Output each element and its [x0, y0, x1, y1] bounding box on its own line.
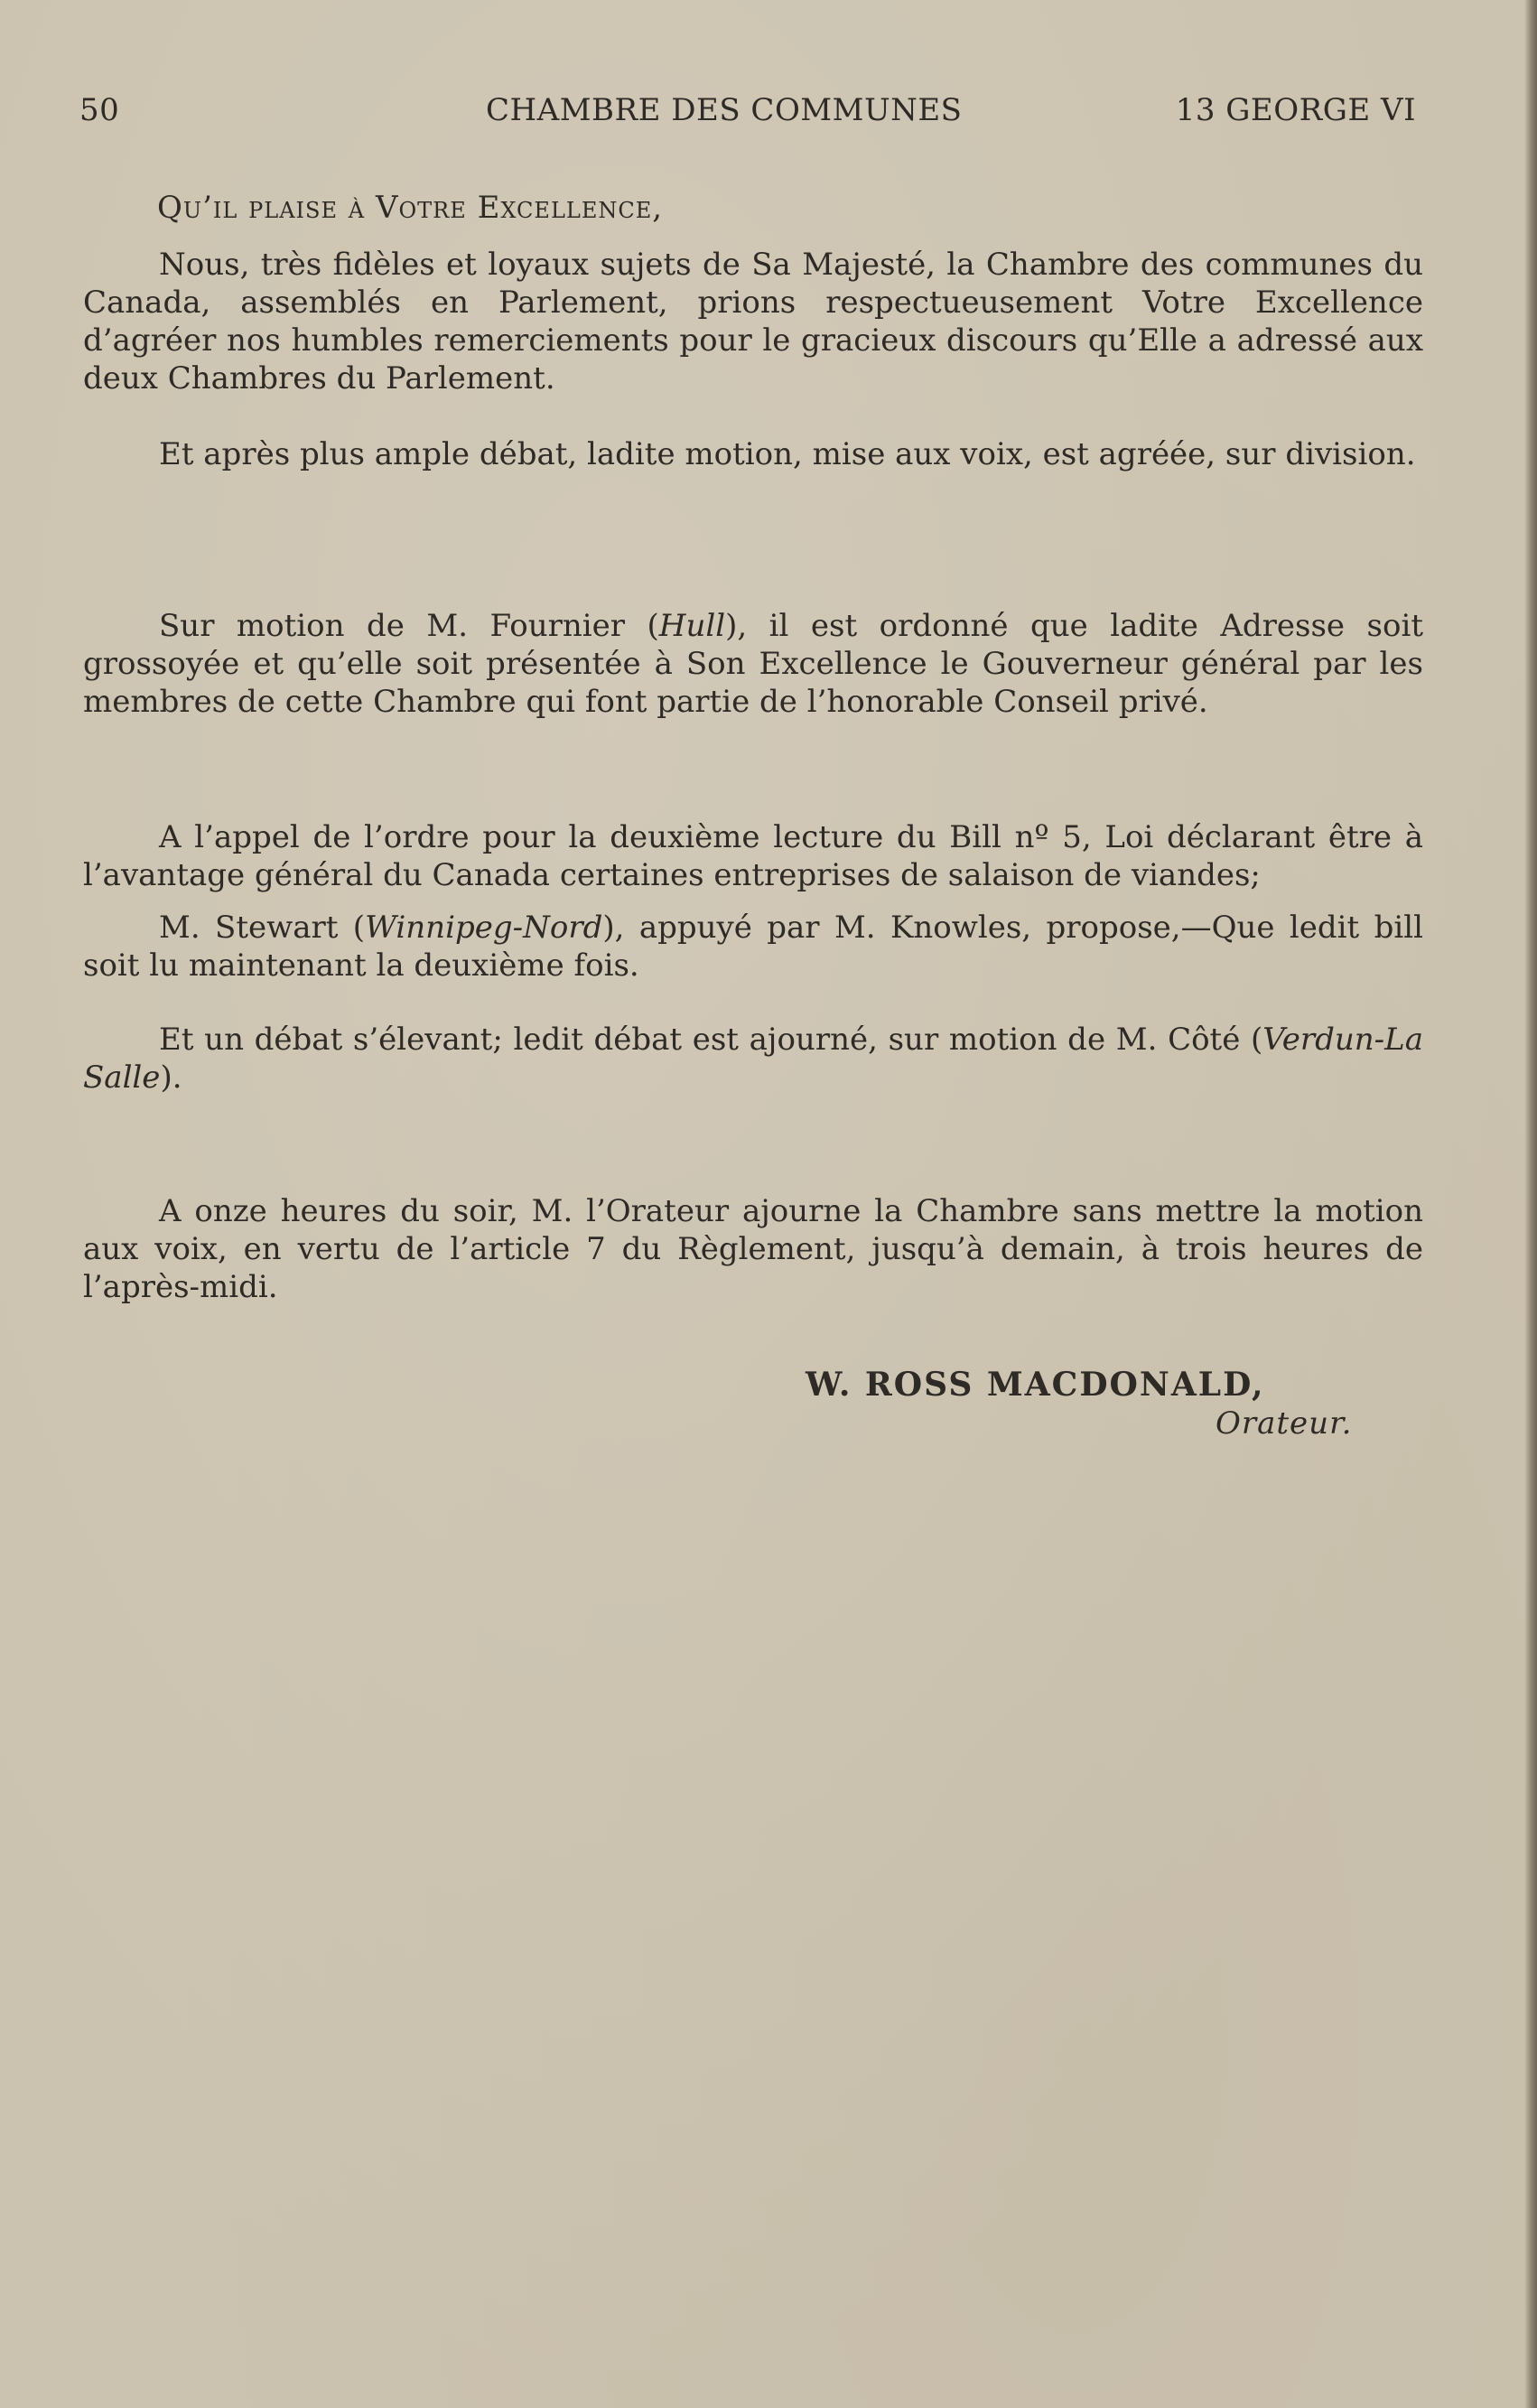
- bill-reading-paragraph: A l’appel de l’ordre pour la deuxième lecture du Bill nº 5, Loi déclarant être à l’avantage général du Canada certaines entreprises de salaison de viandes;: [83, 819, 1423, 893]
- fournier-motion-paragraph: [83, 607, 1423, 721]
- debate-riding: Verdun-La Salle: [83, 1022, 1423, 1096]
- header-title: CHAMBRE DES COMMUNES: [486, 92, 963, 128]
- stewart-proposal-paragraph: [83, 909, 1423, 985]
- salutation: Qu’il plaise à Votre Excellence,: [157, 190, 664, 226]
- page-edge: [1524, 0, 1537, 2408]
- fournier-riding: Hull: [658, 608, 726, 644]
- page-number: 50: [79, 92, 120, 128]
- stewart-riding: Winnipeg-Nord: [365, 910, 603, 946]
- stewart-text-before: M. Stewart (: [159, 910, 366, 946]
- signature-title: Orateur.: [1216, 1405, 1353, 1442]
- fournier-text-before: Sur motion de M. Fournier (: [159, 608, 659, 644]
- address-paragraph: Nous, très fidèles et loyaux sujets de Sa Majesté, la Chambre des communes du Canada, assemblés en Parlement, prions respectueusement Votre Excellence d’agréer nos humbles remerciements pour le gracieux discours qu’Elle a adressé aux deux Chambres du Parlement.: [83, 247, 1423, 397]
- adjournment-paragraph: A onze heures du soir, M. l’Orateur ajourne la Chambre sans mettre la motion aux voix, en vertu de l’article 7 du Règlement, jusqu’à demain, à trois heures de l’après-midi.: [83, 1193, 1423, 1305]
- debate-text-before: Et un débat s’élevant; ledit débat est ajourné, sur motion de M. Côté (: [159, 1022, 1263, 1058]
- debate-paragraph: [83, 1021, 1423, 1097]
- signature-name: W. ROSS MACDONALD,: [806, 1366, 1265, 1404]
- debate-text-after: ).: [160, 1059, 182, 1096]
- header-regnal-year: 13 GEORGE VI: [1175, 92, 1416, 128]
- fournier-text-after: ), il est ordonné que ladite Adresse soit grossoyée et qu’elle soit présentée à Son Excellence le Gouverneur général par les membres de cette Chambre qui font partie de l’honorable Conseil privé.: [83, 608, 1423, 720]
- stewart-text-after: ), appuyé par M. Knowles, propose,—Que ledit bill soit lu maintenant la deuxième fois.: [83, 910, 1423, 984]
- motion-agreed-paragraph: Et après plus ample débat, ladite motion, mise aux voix, est agréée, sur division.: [159, 436, 1416, 472]
- running-header: [79, 92, 1416, 132]
